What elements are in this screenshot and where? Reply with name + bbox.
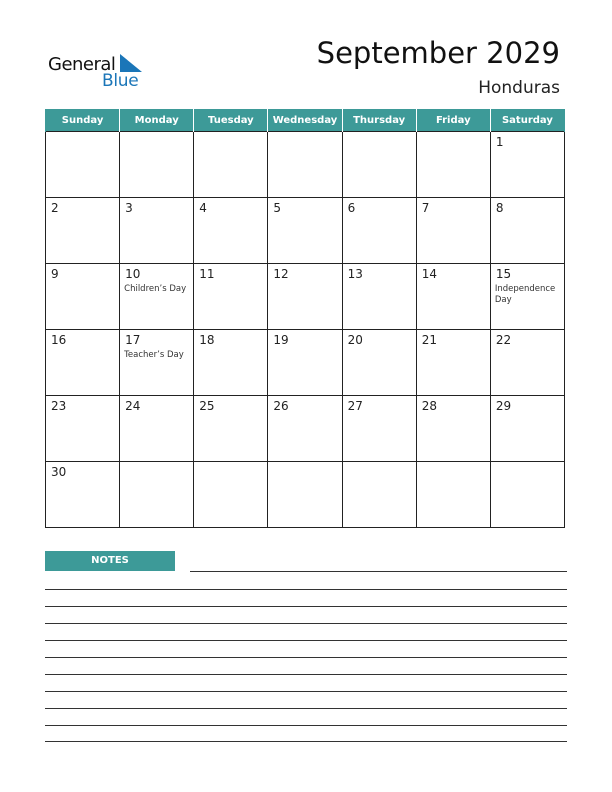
day-number: 14 bbox=[421, 267, 437, 281]
day-cell bbox=[120, 396, 194, 462]
day-number: 8 bbox=[495, 201, 504, 215]
day-number: 21 bbox=[421, 333, 437, 347]
notes-line bbox=[45, 640, 567, 641]
day-cell bbox=[268, 132, 342, 198]
day-number: 12 bbox=[273, 267, 289, 281]
day-number: 29 bbox=[495, 399, 512, 413]
day-cell bbox=[490, 462, 564, 528]
day-cell bbox=[120, 264, 194, 330]
day-cell bbox=[194, 462, 268, 528]
day-cell bbox=[46, 396, 120, 462]
logo-blue-text: Blue bbox=[102, 71, 139, 91]
day-cell bbox=[120, 330, 194, 396]
notes-line bbox=[45, 657, 567, 658]
notes-line bbox=[45, 623, 567, 624]
logo-general-text: General bbox=[48, 54, 116, 75]
day-cell bbox=[490, 396, 564, 462]
week-row bbox=[46, 330, 565, 396]
day-cell bbox=[416, 396, 490, 462]
weekday-header: Monday bbox=[120, 109, 194, 132]
day-number: 13 bbox=[347, 267, 363, 281]
weekday-header-row bbox=[46, 109, 565, 132]
day-number: 18 bbox=[199, 333, 215, 347]
weekday-header: Friday bbox=[416, 109, 490, 132]
day-cell bbox=[46, 462, 120, 528]
holiday-label: Independence Day bbox=[494, 284, 556, 305]
logo-triangle-icon bbox=[120, 54, 142, 72]
week-row bbox=[46, 198, 565, 264]
day-cell bbox=[416, 330, 490, 396]
day-number: 16 bbox=[51, 333, 67, 347]
day-number: 7 bbox=[421, 201, 430, 215]
day-number: 1 bbox=[495, 135, 504, 149]
week-row bbox=[46, 132, 565, 198]
day-number: 24 bbox=[125, 399, 141, 413]
day-number: 6 bbox=[347, 201, 356, 215]
day-number: 4 bbox=[199, 201, 207, 215]
day-number: 11 bbox=[199, 267, 215, 281]
day-number: 23 bbox=[51, 399, 67, 413]
weekday-header: Saturday bbox=[490, 109, 564, 132]
day-cell bbox=[46, 198, 120, 264]
day-cell bbox=[342, 264, 416, 330]
day-cell bbox=[46, 330, 120, 396]
day-number: 25 bbox=[199, 399, 215, 413]
weekday-header: Sunday bbox=[46, 109, 120, 132]
day-cell bbox=[490, 198, 564, 264]
day-cell bbox=[194, 198, 268, 264]
day-number: 15 bbox=[495, 267, 512, 281]
day-cell bbox=[194, 264, 268, 330]
notes-line bbox=[45, 741, 567, 742]
day-number: 10 bbox=[125, 267, 141, 281]
notes-line bbox=[190, 571, 567, 572]
day-cell bbox=[268, 330, 342, 396]
notes-line bbox=[45, 725, 567, 726]
day-cell bbox=[342, 396, 416, 462]
day-cell bbox=[342, 132, 416, 198]
day-cell bbox=[416, 462, 490, 528]
notes-line bbox=[45, 606, 567, 607]
day-number: 5 bbox=[273, 201, 282, 215]
calendar-grid bbox=[45, 109, 565, 528]
day-cell bbox=[416, 264, 490, 330]
day-number: 19 bbox=[273, 333, 289, 347]
day-number: 30 bbox=[51, 465, 67, 479]
notes-line bbox=[45, 674, 567, 675]
week-row bbox=[46, 462, 565, 528]
page-title: September 2029 bbox=[316, 36, 560, 70]
day-cell bbox=[342, 462, 416, 528]
weekday-header: Wednesday bbox=[268, 109, 342, 132]
day-number: 17 bbox=[125, 333, 141, 347]
day-number: 22 bbox=[495, 333, 512, 347]
day-number: 3 bbox=[125, 201, 133, 215]
day-number: 27 bbox=[347, 399, 363, 413]
notes-line bbox=[45, 691, 567, 692]
logo bbox=[48, 52, 148, 92]
day-cell bbox=[490, 132, 564, 198]
day-number: 28 bbox=[421, 399, 437, 413]
day-cell bbox=[490, 330, 564, 396]
holiday-label: Teacher’s Day bbox=[124, 350, 184, 360]
day-cell bbox=[416, 198, 490, 264]
day-cell bbox=[46, 132, 120, 198]
week-row bbox=[46, 396, 565, 462]
day-cell bbox=[194, 396, 268, 462]
day-cell bbox=[120, 132, 194, 198]
day-cell bbox=[120, 462, 194, 528]
day-cell bbox=[268, 396, 342, 462]
day-cell bbox=[120, 198, 194, 264]
day-number: 20 bbox=[347, 333, 363, 347]
country-name: Honduras bbox=[478, 78, 560, 98]
weekday-header: Thursday bbox=[342, 109, 416, 132]
day-number: 2 bbox=[51, 201, 59, 215]
notes-label: NOTES bbox=[45, 551, 175, 571]
holiday-label: Children’s Day bbox=[124, 284, 187, 294]
day-cell bbox=[194, 330, 268, 396]
day-cell bbox=[416, 132, 490, 198]
day-cell bbox=[194, 132, 268, 198]
notes-line bbox=[45, 708, 567, 709]
day-cell bbox=[268, 462, 342, 528]
week-row bbox=[46, 264, 565, 330]
day-cell bbox=[268, 264, 342, 330]
day-cell bbox=[46, 264, 120, 330]
day-number: 26 bbox=[273, 399, 289, 413]
notes-line bbox=[45, 589, 567, 590]
day-cell bbox=[342, 330, 416, 396]
day-cell bbox=[490, 264, 564, 330]
day-number: 9 bbox=[51, 267, 59, 281]
weekday-header: Tuesday bbox=[194, 109, 268, 132]
day-cell bbox=[342, 198, 416, 264]
day-cell bbox=[268, 198, 342, 264]
